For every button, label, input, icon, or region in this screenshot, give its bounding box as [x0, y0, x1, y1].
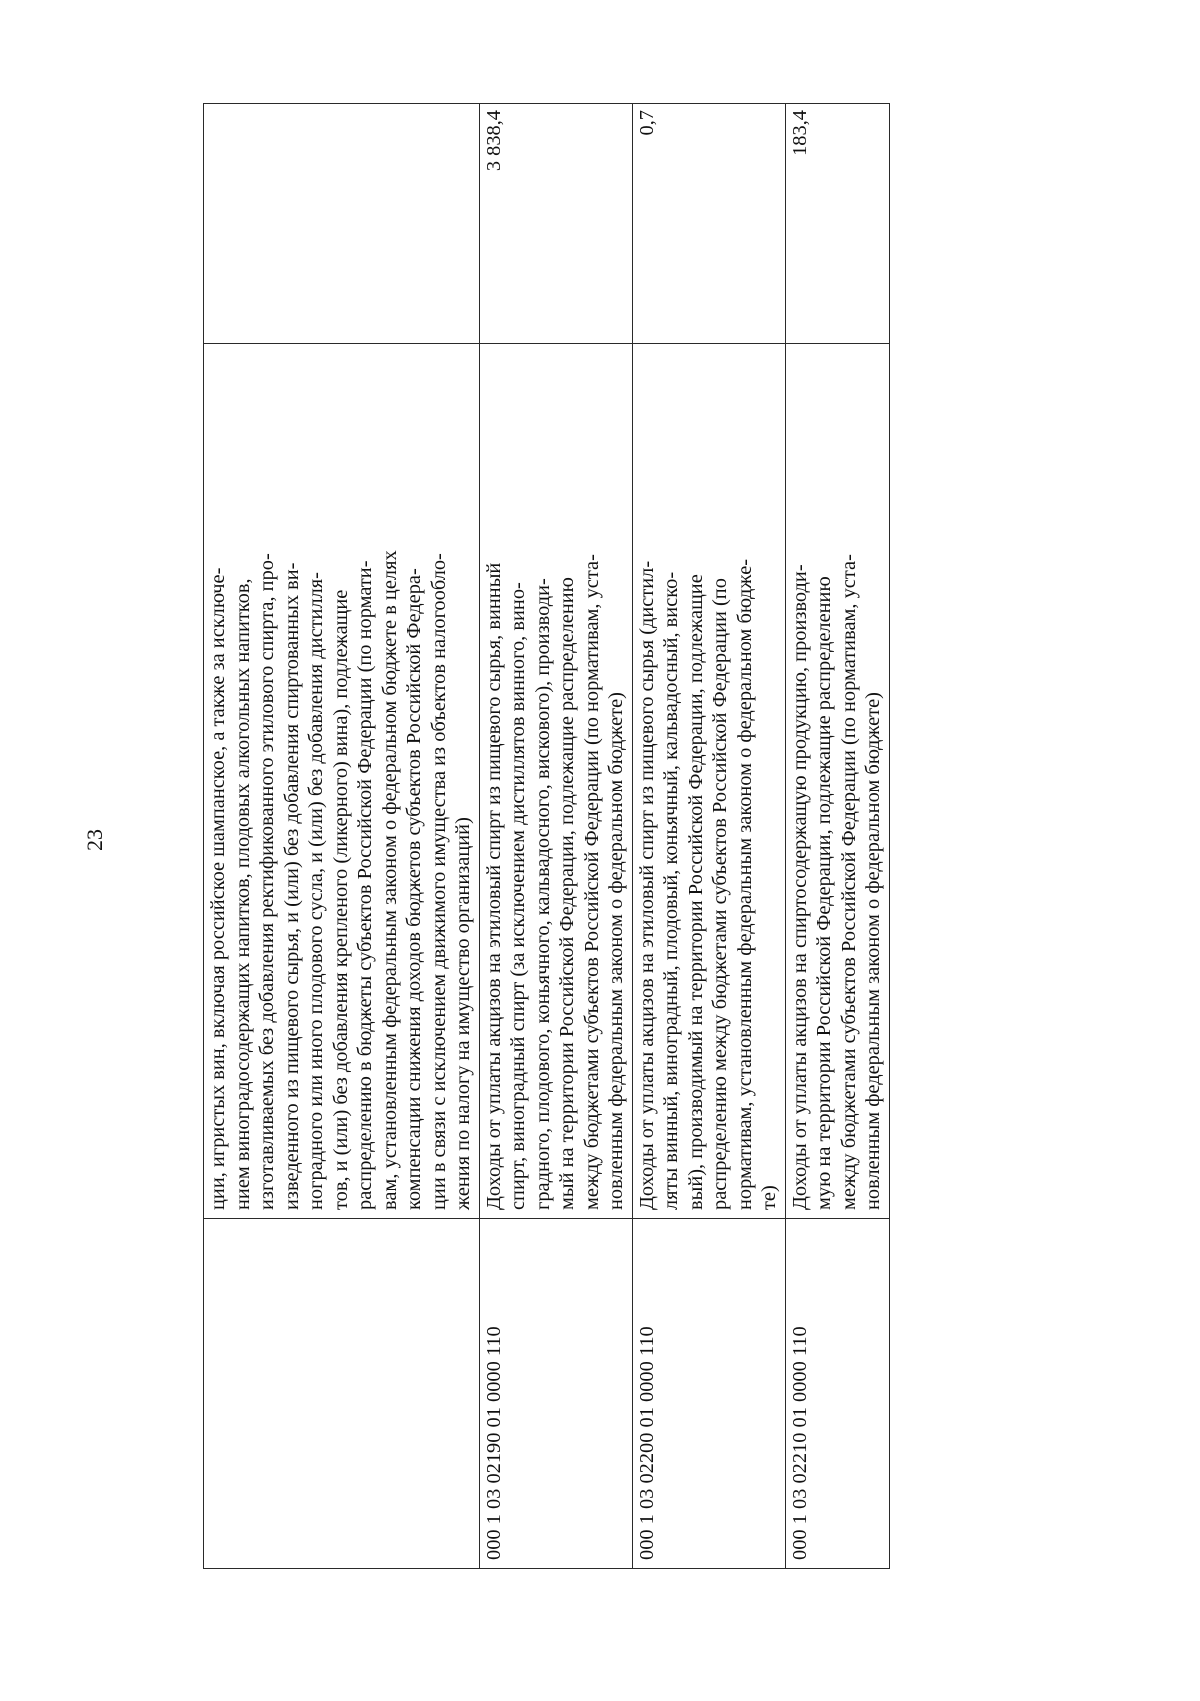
amount-cell: 3 838,4	[479, 104, 632, 344]
budget-code-cell: 000 1 03 02210 01 0000 110	[785, 1219, 889, 1569]
description-line: вый), производимый на территории Российской Федерации, подлежащие	[684, 574, 707, 1210]
description-line: распределению в бюджеты субъектов Российской Федерации (по нормати-	[354, 560, 376, 1210]
description-line: ции, игристых вин, включая российское шампанское, а также за исключе-	[207, 567, 229, 1210]
description-line: тов, и (или) без добавления крепленого (ликерного) вина), подлежащие	[329, 589, 352, 1210]
description-line: Доходы от уплаты акцизов на спиртосодержащую продукцию, производи-	[788, 564, 811, 1210]
description-line: нормативам, установленным федеральным законом о федеральном бюдже-	[733, 558, 756, 1210]
description-cell	[785, 344, 889, 1219]
table-row	[785, 104, 889, 1569]
table-row	[204, 104, 480, 1569]
description-line: вам, установленным федеральным законом о федеральном бюджете в целях	[378, 550, 401, 1210]
description-line: ции в связи с исключением движимого имущества из объектов налогообло-	[427, 553, 450, 1210]
amount-cell: 183,4	[785, 104, 889, 344]
description-line: изведенного из пищевого сырья, и (или) без добавления спиртованных ви-	[280, 562, 303, 1210]
amount-cell	[204, 104, 480, 344]
description-line: Доходы от уплаты акцизов на этиловый спирт из пищевого сырья (дистил-	[635, 560, 658, 1210]
description-line: те)	[758, 1185, 780, 1210]
description-line: градного, плодового, коньячного, кальвадосного, вискового), производи-	[531, 578, 554, 1210]
description-line: компенсации снижения доходов бюджетов субъектов Российской Федера-	[403, 568, 425, 1210]
description-line: спирт, виноградный спирт (за исключением дистиллятов винного, вино-	[507, 582, 529, 1210]
description-line: мую на территории Российской Федерации, подлежащие распределению	[813, 576, 835, 1210]
description-line: мый на территории Российской Федерации, подлежащие распределению	[556, 577, 578, 1210]
description-line: ноградного или иного плодового сусла, и (или) без добавления дистилля-	[305, 572, 327, 1210]
description-line: распределению между бюджетами субъектов Российской Федерации (по	[709, 578, 731, 1210]
description-line: между бюджетами субъектов Российской Федерации (по нормативам, уста-	[580, 554, 603, 1210]
description-line: нием виноградосодержащих напитков, плодовых алкогольных напитков,	[231, 578, 254, 1210]
revenue-table	[203, 103, 890, 1569]
budget-code-cell	[204, 1219, 480, 1569]
amount-cell: 0,7	[632, 104, 785, 344]
description-line: Доходы от уплаты акцизов на этиловый спирт из пищевого сырья, винный	[482, 562, 505, 1210]
description-line: новленным федеральным законом о федеральном бюджете)	[862, 692, 884, 1210]
budget-code-cell: 000 1 03 02190 01 0000 110	[479, 1219, 632, 1569]
table-row	[479, 104, 632, 1569]
page-number: 23	[82, 829, 107, 851]
description-line: жения по налогу на имущество организаций)	[452, 817, 474, 1210]
description-line: новленным федеральным законом о федеральном бюджете)	[605, 692, 627, 1210]
description-cell	[204, 344, 480, 1219]
description-cell	[632, 344, 785, 1219]
description-cell	[479, 344, 632, 1219]
table-row	[632, 104, 785, 1569]
budget-code-cell: 000 1 03 02200 01 0000 110	[632, 1219, 785, 1569]
description-line: изготавливаемых без добавления ректификованного этилового спирта, про-	[256, 553, 278, 1210]
description-line: между бюджетами субъектов Российской Федерации (по нормативам, уста-	[837, 554, 860, 1210]
description-line: ляты винный, виноградный, плодовый, коньячный, кальвадосный, виско-	[660, 571, 682, 1210]
